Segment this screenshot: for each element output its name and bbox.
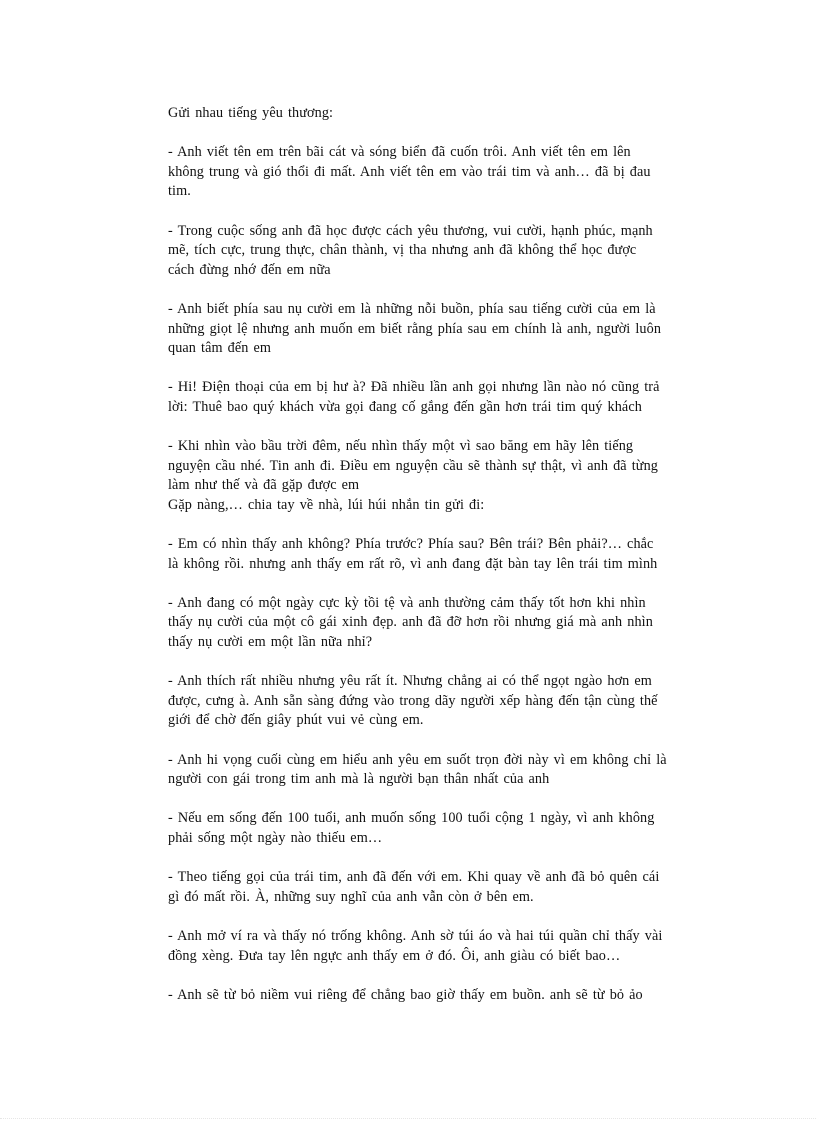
text-line: - Anh biết phía sau nụ cười em là những nỗi buồn, phía sau tiếng cười của em là — [168, 300, 656, 317]
text-line: - Trong cuộc sống anh đã học được cách yêu thương, vui cười, hạnh phúc, mạnh — [168, 222, 653, 239]
document-heading — [168, 104, 698, 124]
text-line: không trung và gió thổi đi mất. Anh viết tên em vào trái tim và anh… đã bị đau — [168, 163, 651, 180]
text-line: - Khi nhìn vào bầu trời đêm, nếu nhìn thấy một vì sao băng em hãy lên tiếng — [168, 438, 634, 455]
paragraph-8 — [168, 672, 698, 731]
paragraph-6 — [168, 535, 698, 574]
text-line: - Anh thích rất nhiều nhưng yêu rất ít. Nhưng chẳng ai có thể ngọt ngào hơn em — [168, 673, 652, 690]
text-line: - Hi! Điện thoại của em bị hư à? Đã nhiều lần anh gọi nhưng lần nào nó cũng trả — [168, 379, 660, 396]
paragraph-1 — [168, 143, 698, 202]
text-line: thấy nụ cười của một cô gái xinh đẹp. anh đã đỡ hơn rồi nhưng giá mà anh nhìn — [168, 614, 653, 631]
text-line: cách đừng nhớ đến em nữa — [168, 261, 331, 278]
text-line: gì đó mất rồi. À, những suy nghĩ của anh vẫn còn ở bên em. — [168, 888, 534, 905]
paragraph-7 — [168, 594, 698, 653]
text-line: - Anh sẽ từ bỏ niềm vui riêng để chẳng bao giờ thấy em buồn. anh sẽ từ bỏ ảo — [168, 986, 643, 1003]
paragraph-11 — [168, 868, 698, 907]
page-bottom-border — [0, 1118, 816, 1119]
text-line: - Nếu em sống đến 100 tuổi, anh muốn sống 100 tuổi cộng 1 ngày, vì anh không — [168, 810, 655, 827]
paragraph-3 — [168, 300, 698, 359]
paragraph-10 — [168, 809, 698, 848]
text-line: được, cưng à. Anh sẵn sàng đứng vào trong dãy người xếp hàng đến tận cùng thế — [168, 692, 658, 709]
paragraph-12 — [168, 927, 698, 966]
text-line: làm như thế và đã gặp được em — [168, 477, 360, 494]
text-line: - Theo tiếng gọi của trái tim, anh đã đến với em. Khi quay về anh đã bỏ quên cái — [168, 869, 660, 886]
text-line: - Em có nhìn thấy anh không? Phía trước? Phía sau? Bên trái? Bên phải?… chắc — [168, 536, 654, 553]
text-line: - Anh hi vọng cuối cùng em hiểu anh yêu em suốt trọn đời này vì em không chỉ là — [168, 751, 667, 768]
text-line: nguyện cầu nhé. Tin anh đi. Điều em nguyện cầu sẽ thành sự thật, vì anh đã từng — [168, 457, 658, 474]
text-line: tim. — [168, 183, 191, 200]
text-line: thấy nụ cười em một lần nữa nhỉ? — [168, 634, 373, 651]
heading-line: Gửi nhau tiếng yêu thương: — [168, 105, 334, 121]
text-line: người con gái trong tim anh mà là người bạn thân nhất của anh — [168, 771, 550, 788]
text-line: quan tâm đến em — [168, 340, 272, 357]
paragraph-4 — [168, 378, 698, 417]
paragraph-5 — [168, 437, 698, 515]
text-line: - Anh viết tên em trên bãi cát và sóng biển đã cuốn trôi. Anh viết tên em lên — [168, 144, 631, 161]
text-line: những giọt lệ nhưng anh muốn em biết rằng phía sau em chính là anh, người luôn — [168, 320, 662, 337]
text-line: đồng xèng. Đưa tay lên ngực anh thấy em ở đó. Ôi, anh giàu có biết bao… — [168, 947, 621, 964]
document-body — [168, 104, 698, 1005]
paragraph-2 — [168, 222, 698, 281]
text-line: - Anh đang có một ngày cực kỳ tồi tệ và anh thường cảm thấy tốt hơn khi nhìn — [168, 594, 646, 611]
paragraph-9 — [168, 751, 698, 790]
text-line: mẽ, tích cực, trung thực, chân thành, vị tha nhưng anh đã không thể học được — [168, 242, 637, 259]
text-line: giới để chờ đến giây phút vui vẻ cùng em. — [168, 712, 424, 729]
text-line: là không rồi. nhưng anh thấy em rất rõ, vì anh đang đặt bàn tay lên trái tim mình — [168, 555, 658, 572]
text-line: phải sống một ngày nào thiếu em… — [168, 829, 383, 846]
text-line: lời: Thuê bao quý khách vừa gọi đang cố gắng đến gần hơn trái tim quý khách — [168, 398, 642, 415]
paragraph-13 — [168, 986, 698, 1006]
text-line: Gặp nàng,… chia tay về nhà, lúi húi nhắn tin gửi đi: — [168, 496, 485, 513]
text-line: - Anh mở ví ra và thấy nó trống không. Anh sờ túi áo và hai túi quần chỉ thấy vài — [168, 927, 663, 944]
